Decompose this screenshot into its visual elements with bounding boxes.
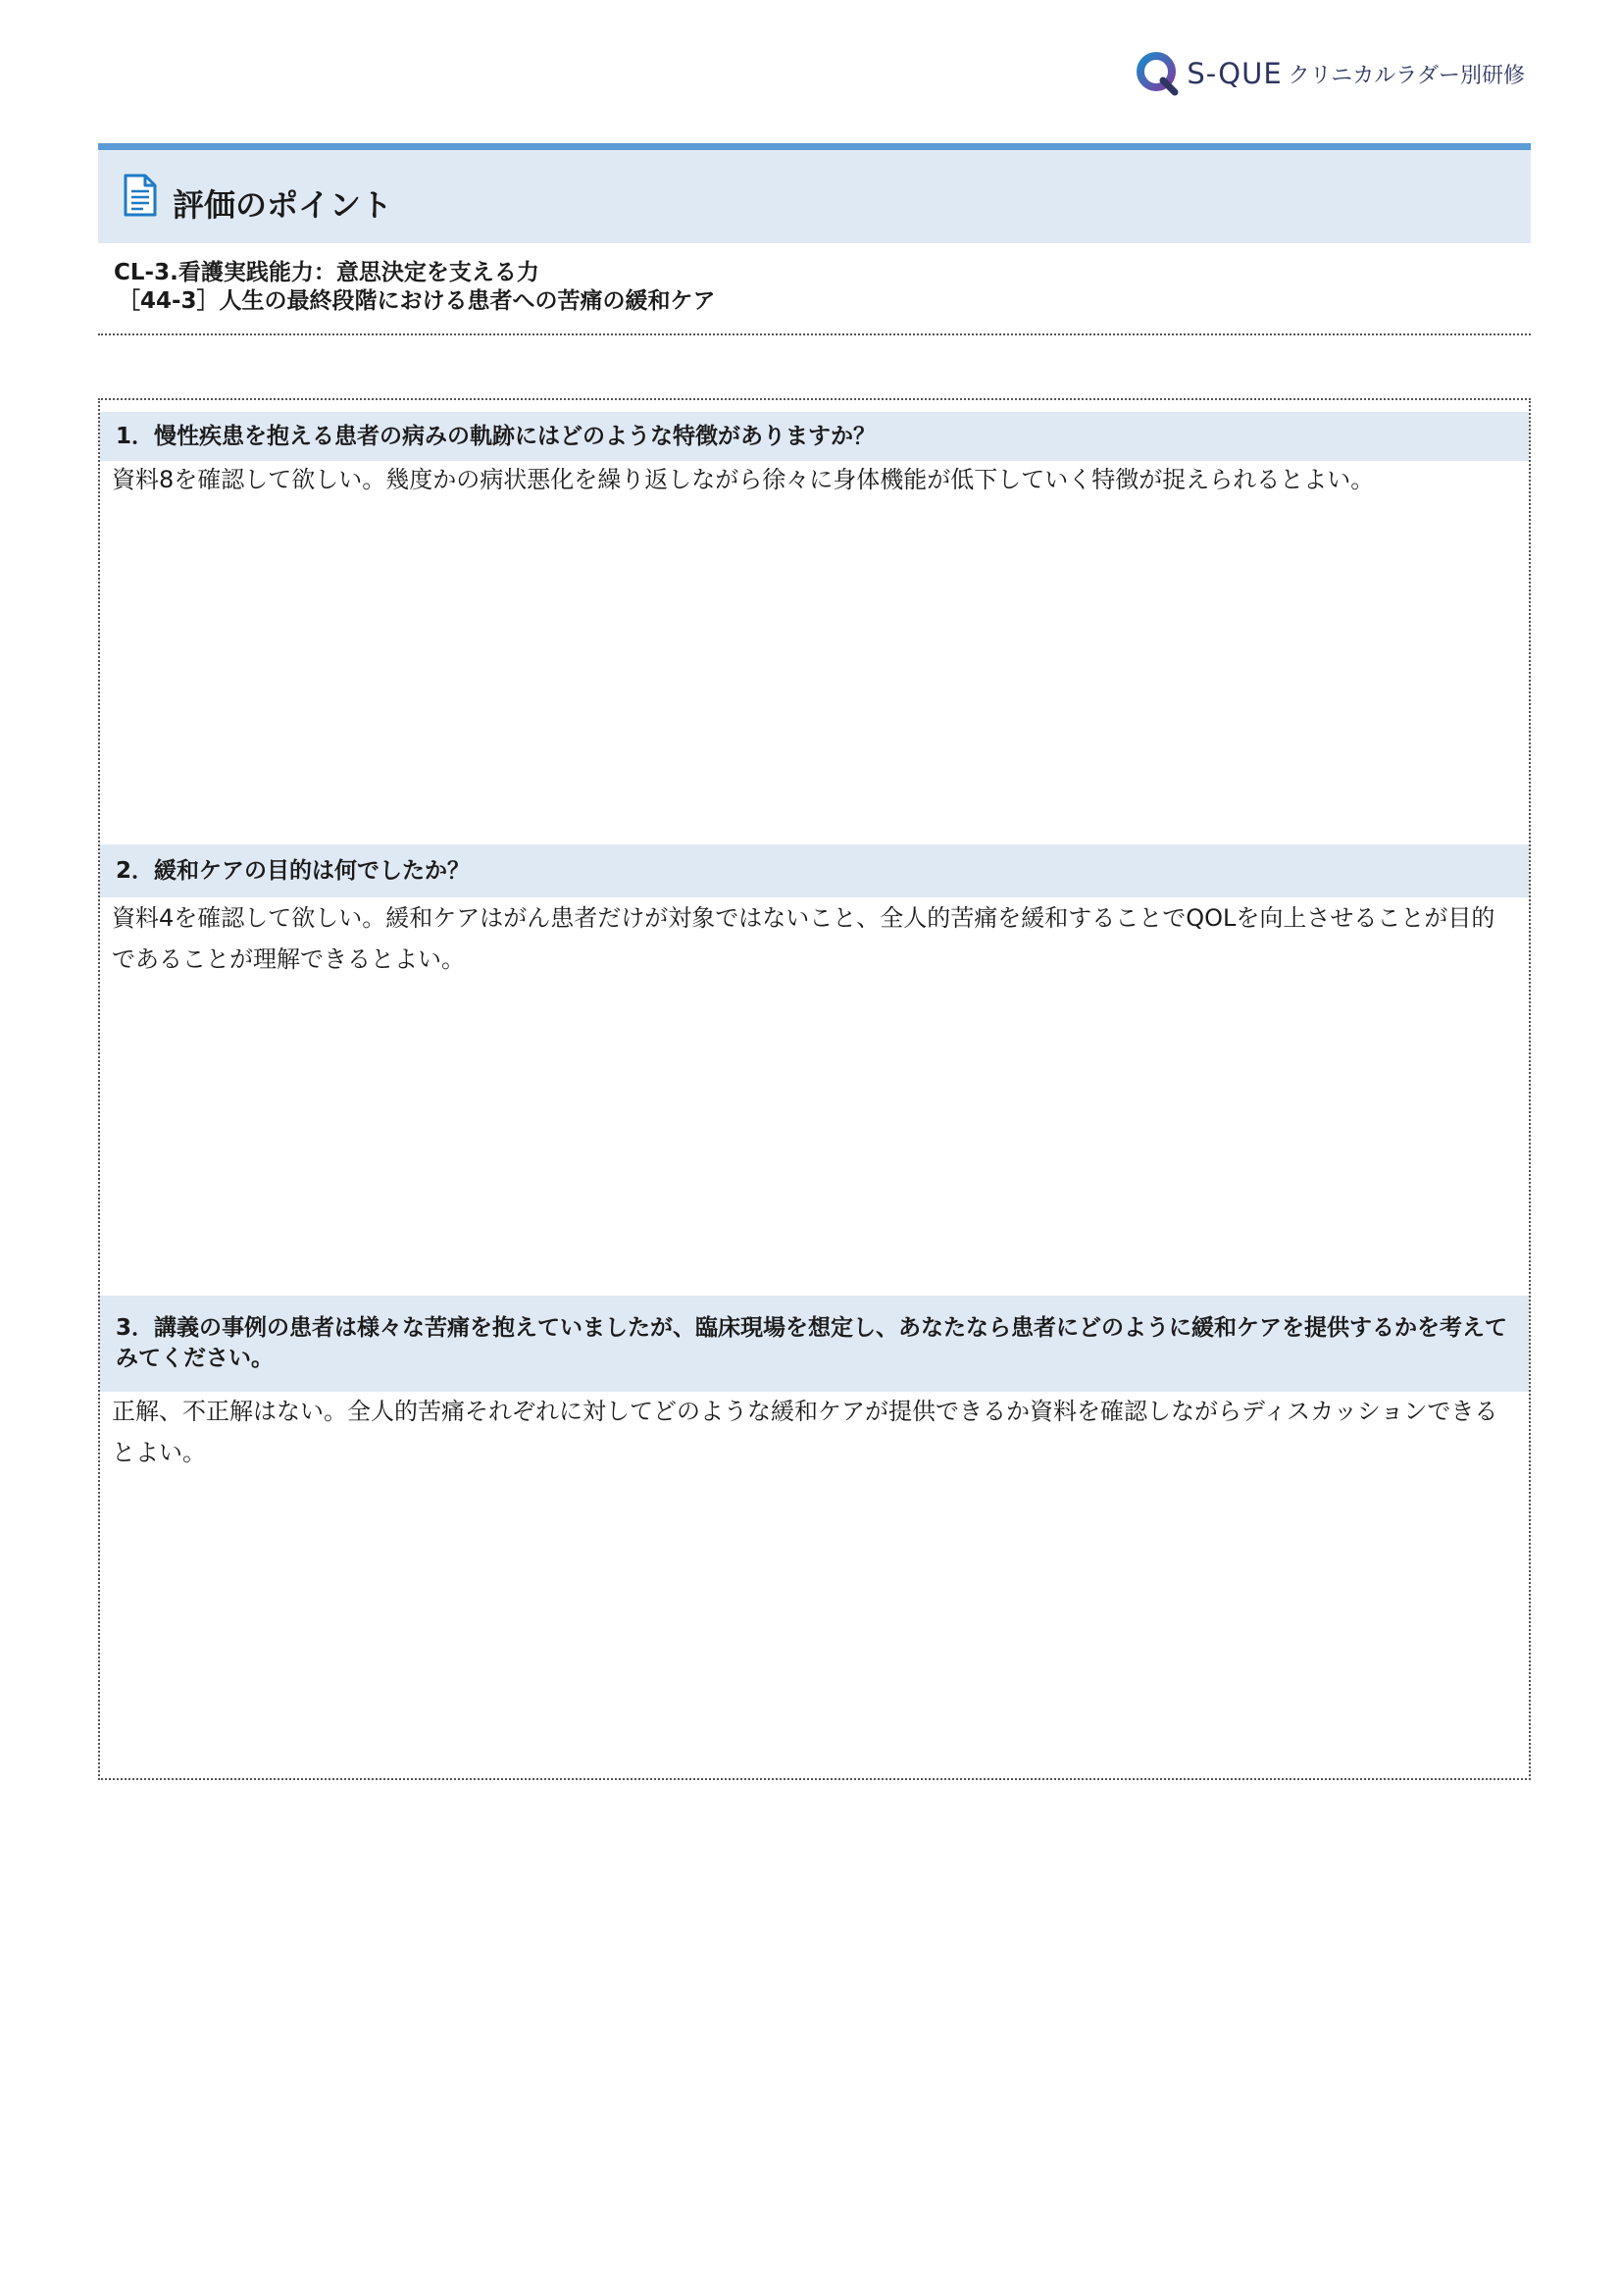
questions-box — [98, 398, 1531, 1780]
question-number: 3． — [116, 1315, 155, 1341]
page-title: 評価のポイント — [173, 186, 393, 224]
brand-logo — [1136, 47, 1525, 100]
course-subtitle — [114, 259, 716, 316]
course-category: CL-3.看護実践能力：意思決定を支える力 — [114, 260, 539, 285]
answer-text: 資料8を確認して欲しい。幾度かの病状悪化を繰り返しながら徐々に身体機能が低下していく特徴が捉えられるとよい。 — [112, 466, 1375, 493]
question-heading — [100, 1296, 1529, 1392]
question-heading — [100, 412, 1529, 461]
logo-q-icon — [1136, 51, 1181, 96]
divider — [98, 333, 1531, 335]
question-line — [116, 1313, 1509, 1374]
document-icon — [124, 174, 157, 217]
question-heading — [100, 844, 1529, 897]
question-text: 緩和ケアの目的は何でしたか？ — [154, 857, 471, 884]
question-text: 慢性疾患を抱える患者の病みの軌跡にはどのような特徴がありますか？ — [154, 423, 877, 449]
question-text: 講義の事例の患者は様々な苦痛を抱えていましたが、臨床現場を想定し、あなたなら患者にどのように緩和ケアを提供するかを考えてみてください。 — [116, 1315, 1508, 1371]
question-number: 1． — [116, 423, 155, 449]
answer-text: 正解、不正解はない。全人的苦痛それぞれに対してどのような緩和ケアが提供できるか資料を確認しながらディスカッションできるとよい。 — [112, 1398, 1498, 1466]
answer-text: 資料4を確認して欲しい。緩和ケアはがん患者だけが対象ではないこと、全人的苦痛を緩和することでQOLを向上させることが目的であることが理解できるとよい。 — [112, 904, 1495, 973]
section-header — [98, 143, 1531, 243]
question-number: 2． — [116, 857, 155, 884]
logo-subtitle: クリニカルラダー別研修 — [1288, 63, 1525, 88]
logo-brand-text: S-QUE — [1187, 57, 1283, 90]
course-unit: ［44-3］人生の最終段階における患者への苦痛の緩和ケア — [118, 288, 716, 314]
